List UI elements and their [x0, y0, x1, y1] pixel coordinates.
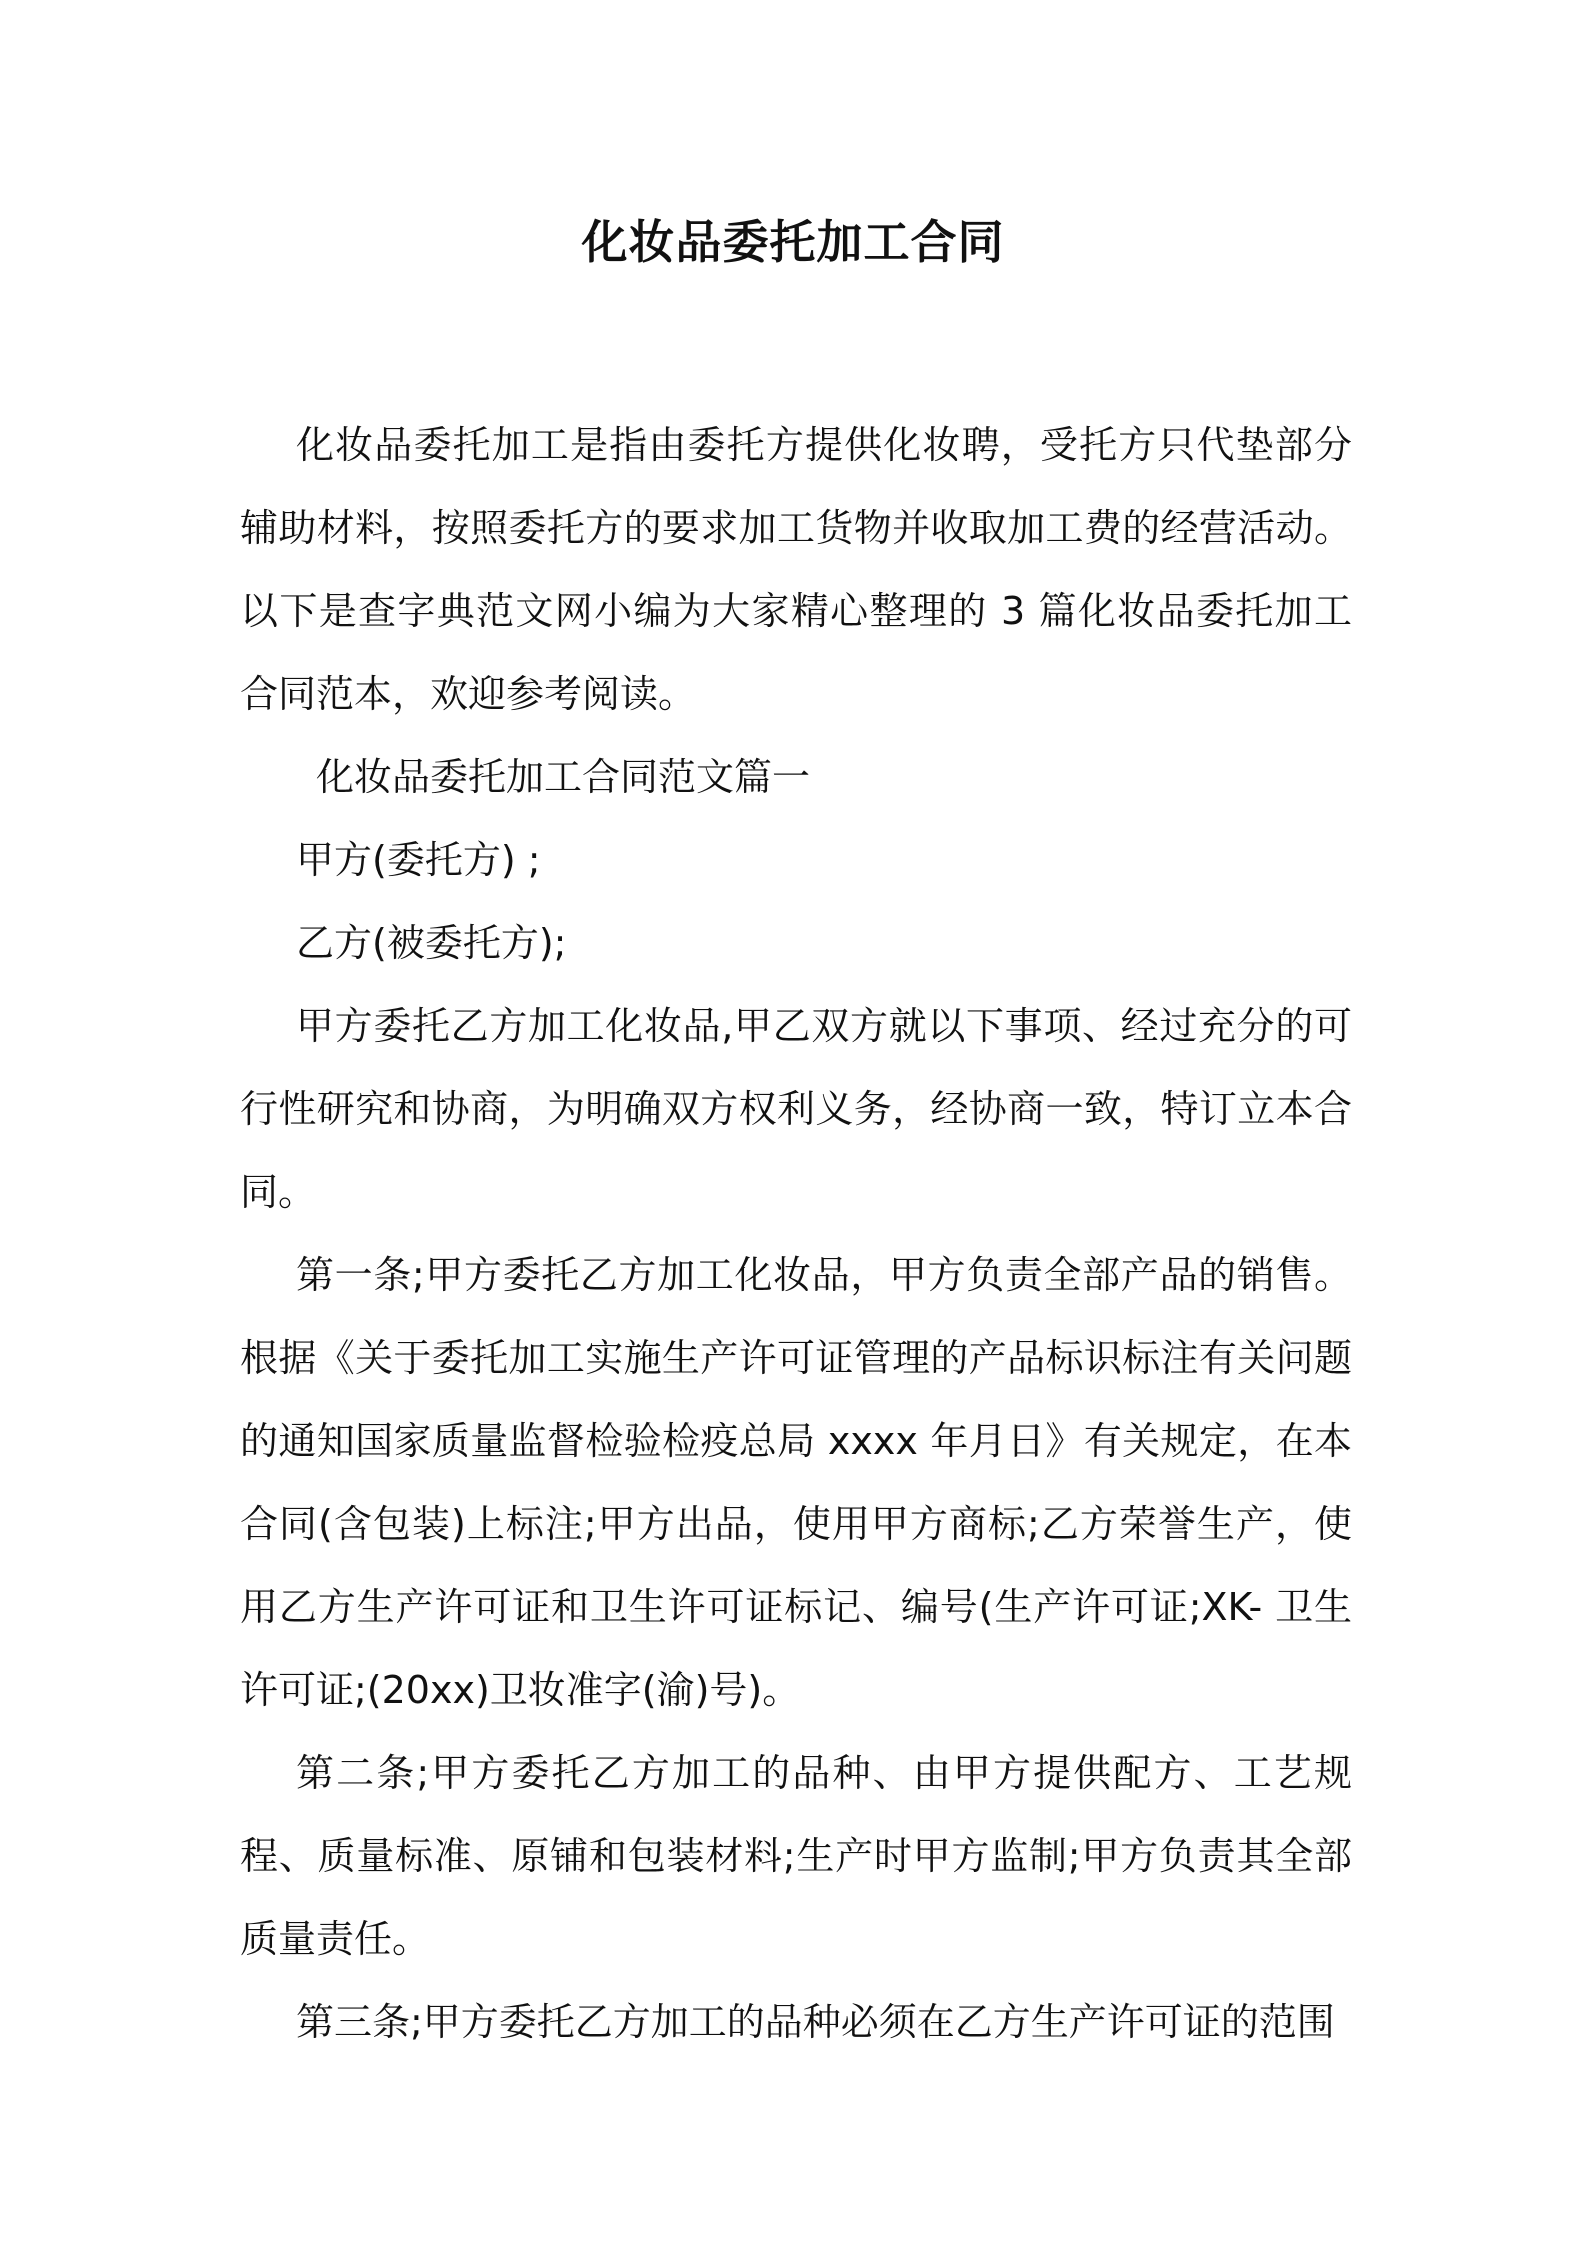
party-b-line: 乙方(被委托方);: [296, 921, 567, 965]
document-title: 化妆品委托加工合同: [581, 215, 1005, 269]
party-a-line: 甲方(委托方) ;: [296, 838, 541, 882]
intro-paragraph: 化妆品委托加工是指由委托方提供化妆聘，受托方只代垫部分辅助材料，按照委托方的要求加工货物并收取加工费的经营活动。以下是查字典范文网小编为大家精心整理的 3 篇化妆品委托加工合同范本，欢迎参考阅读。: [240, 423, 1352, 716]
article-3: 第三条;甲方委托乙方加工的品种必须在乙方生产许可证的范围: [296, 2000, 1335, 2044]
preamble-paragraph: 甲方委托乙方加工化妆品,甲乙双方就以下事项、经过充分的可行性研究和协商，为明确双方权利义务，经协商一致，特订立本合同。: [240, 1004, 1352, 1214]
article-2: 第二条;甲方委托乙方加工的品种、由甲方提供配方、工艺规程、质量标准、原铺和包装材料;生产时甲方监制;甲方负责其全部质量责任。: [240, 1751, 1352, 1961]
document-body: [240, 404, 1352, 2064]
section-heading: 化妆品委托加工合同范文篇一: [316, 755, 811, 799]
article-1: 第一条;甲方委托乙方加工化妆品，甲方负责全部产品的销售。根据《关于委托加工实施生产许可证管理的产品标识标注有关问题的通知国家质量监督检验检疫总局 xxxx 年月日》有关规定，在本合同(含包装)上标注;甲方出品，使用甲方商标;乙方荣誉生产，使用乙方生产许可证和卫生许可证标记、编号(生产许可证;XK- 卫生许可证;(20xx)卫妆准字(渝)号)。: [240, 1253, 1352, 1712]
